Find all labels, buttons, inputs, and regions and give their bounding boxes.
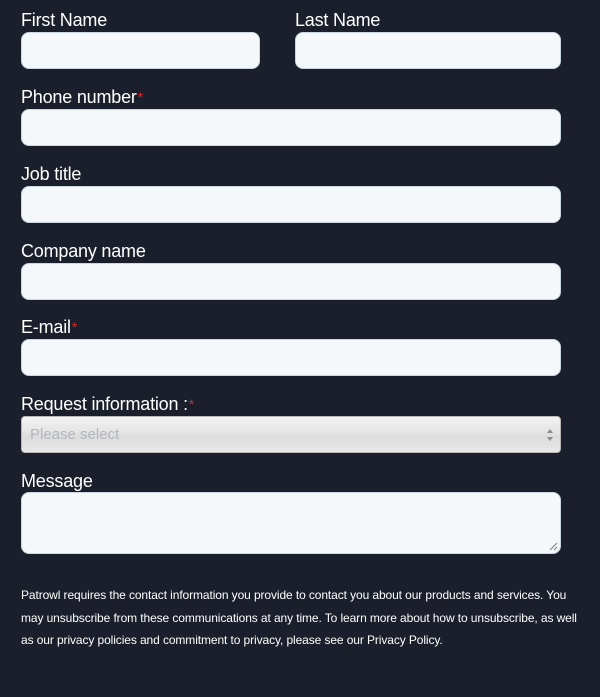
company-label: Company name [21, 241, 146, 261]
phone-label: Phone number* [21, 87, 143, 107]
first-name-input[interactable] [21, 32, 260, 69]
email-input[interactable] [21, 339, 561, 376]
privacy-notice: Patrowl requires the contact information you provide to contact you about our products and services. You may unsubscribe from these communications at any time. To learn more about how to unsubscribe, as well as our privacy policies and commitment to privacy, please see our Privacy Policy. [21, 588, 577, 647]
request-select-placeholder: Please select [30, 426, 120, 443]
request-select[interactable] [21, 416, 561, 453]
last-name-label: Last Name [295, 10, 381, 30]
required-marker: * [137, 89, 143, 105]
first-name-label: First Name [21, 10, 108, 30]
company-input[interactable] [21, 263, 561, 300]
message-label: Message [21, 471, 93, 491]
request-label: Request information :* [21, 394, 195, 414]
phone-input[interactable] [21, 109, 561, 146]
resize-grip-icon[interactable] [548, 541, 558, 551]
message-textarea[interactable] [21, 492, 561, 554]
required-marker: * [188, 396, 195, 412]
last-name-input[interactable] [295, 32, 561, 69]
required-marker: * [71, 319, 78, 335]
select-arrows-icon [546, 426, 554, 444]
job-title-label: Job title [21, 164, 82, 184]
job-title-input[interactable] [21, 186, 561, 223]
email-label: E-mail* [21, 317, 78, 337]
